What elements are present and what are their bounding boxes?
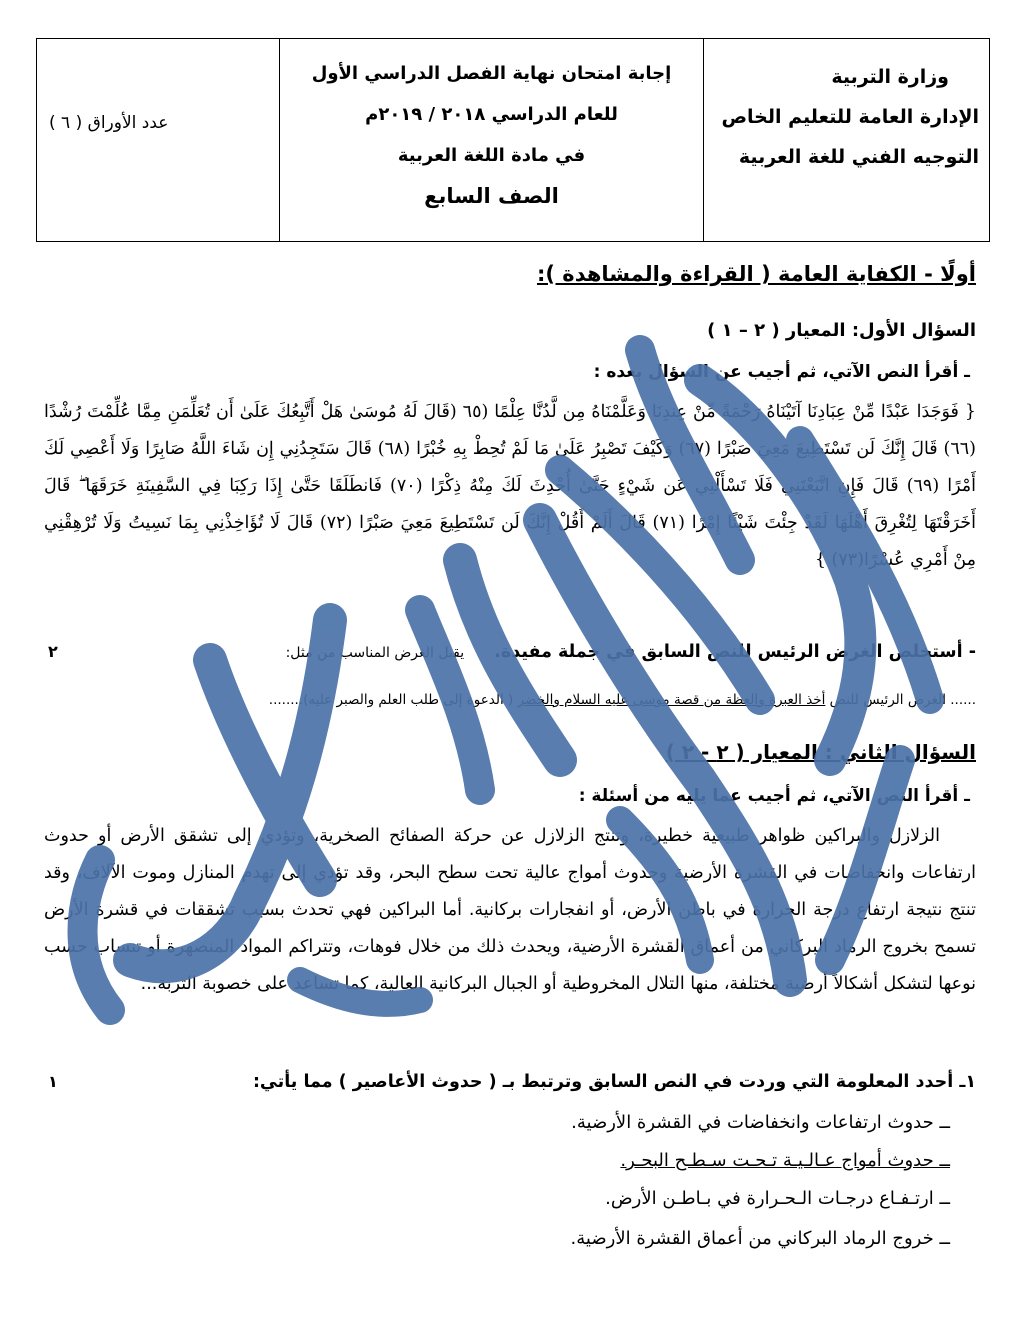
directorate-name: الإدارة العامة للتعليم الخاص — [721, 106, 979, 128]
option-3: ــ ارتـفـاع درجـات الـحـرارة في بـاطـن الأرض. — [605, 1188, 950, 1209]
answer-suffix: ( الدعوة إلى طلب العلم والصبر عليه)........ — [268, 692, 518, 708]
question1-instruction: ـ أقرأ النص الآتي، ثم أجيب عن السؤال بعده : — [593, 362, 970, 382]
question2-passage: الزلازل والبراكين ظواهر طبيعية خطيرة، وتنتج الزلازل عن حركة الصفائح الصخرية، وتؤدي إلى تشقق الأرض أو حدوث ارتفاعات وانخفاضات في القشرة الأرضية وحدوث أمواج عالية تحت سطح البحر، وقد تؤدي إلى تهدم المنازل وموت الآلاف، وقد تنتج نتيجة ارتفاع درجة الحرارة في باطن الأرض، أو انفجارات بركانية. أما البراكين فهي تحدث بسبب تشققات في قشرة الأرض تسمح بخروج الرماد البركاني من أعماق القشرة الأرضية، ويحدث ذلك من خلال فوهات، وتتراكم المواد المنصهرة أو تنساب حسب نوعها لتشكل أشكالاً أرضية مختلفة، منها التلال المخروطية أو الجبال البركانية العالية، كما تساعد على خصوبة التربة... — [44, 826, 976, 994]
option-4: ــ خروج الرماد البركاني من أعماق القشرة الأرضية. — [570, 1228, 950, 1249]
exam-title: إجابة امتحان نهاية الفصل الدراسي الأول — [311, 63, 672, 84]
answer-main: أخذ العبرة والعظة من قصة موسى عليه السلام والخضر — [517, 692, 826, 708]
page-count: عدد الأوراق ( ٦ ) — [49, 113, 169, 133]
question1-mark: ٢ — [48, 642, 58, 661]
question2-instruction: ـ أقرأ النص الآتي، ثم أجيب عما يليه من أسئلة : — [578, 786, 970, 806]
header-exam-cell — [279, 39, 703, 241]
department-name: التوجيه الفني للغة العربية — [738, 146, 979, 168]
option-1: ــ حدوث ارتفاعات وانخفاضات في القشرة الأرضية. — [571, 1112, 950, 1133]
question2-item1: ١ـ أحدد المعلومة التي وردت في النص السابق وترتبط بـ ( حدوث الأعاصير ) مما يأتي: — [252, 1072, 976, 1092]
grade-name: الصف السابع — [424, 184, 559, 208]
question2-title-main: السؤال الثاني — [839, 740, 976, 764]
question1-title: السؤال الأول: المعيار ( ٢ – ١ ) — [707, 320, 976, 341]
question2-title — [44, 740, 976, 764]
quran-verse-text: { فَوَجَدَا عَبْدًا مِّنْ عِبَادِنَا آتَيْنَاهُ رَحْمَةً مِّنْ عِندِنَا وَعَلَّمْنَاهُ مِن لَّدُنَّا عِلْمًا (٦٥ (قَالَ لَهُ مُوسَىٰ هَلْ أَتَّبِعُكَ عَلَىٰ أَن تُعَلِّمَنِ مِمَّا عُلِّمْتَ رُشْدًا (٦٦) قَالَ إِنَّكَ لَن تَسْتَطِيعَ مَعِيَ صَبْرًا (٦٧) وَكَيْفَ تَصْبِرُ عَلَىٰ مَا لَمْ تُحِطْ بِهِ خُبْرًا (٦٨) قَالَ سَتَجِدُنِي إِن شَاءَ اللَّهُ صَابِرًا وَلَا أَعْصِي لَكَ أَمْرًا (٦٩) قَالَ فَإِنِ اتَّبَعْتَنِي فَلَا تَسْأَلْنِي عَن شَيْءٍ حَتَّىٰ أُحْدِثَ لَكَ مِنْهُ ذِكْرًا (٧٠) فَانطَلَقَا حَتَّىٰ إِذَا رَكِبَا فِي السَّفِينَةِ خَرَقَهَا ۖ قَالَ أَخَرَقْتَهَا لِتُغْرِقَ أَهْلَهَا لَقَدْ جِئْتَ شَيْئًا إِمْرًا (٧١) قَالَ أَلَمْ أَقُلْ إِنَّكَ لَن تَسْتَطِيعَ مَعِيَ صَبْرًا (٧٢) قَالَ لَا تُؤَاخِذْنِي بِمَا نَسِيتُ وَلَا تُرْهِقْنِي مِنْ أَمْرِي عُسْرًا(٧٣) } — [44, 402, 976, 570]
academic-year: للعام الدراسي ٢٠١٨ / ٢٠١٩م — [365, 104, 618, 125]
section-title: أولًا - الكفاية العامة ( القراءة والمشاهدة ): — [536, 262, 976, 286]
header-pages-cell — [37, 39, 279, 241]
question2-title-standard: : المعيار ( ٢ - ٢ ) — [665, 740, 840, 764]
answer-prefix: ...... الغرض الرئيس للنص — [825, 692, 976, 708]
header-table — [36, 38, 990, 242]
ministry-name: وزارة التربية — [831, 66, 949, 88]
option-2-correct: ــ حدوث أمواج عـالـيـة تـحـت سـطـح البحـر. — [620, 1150, 950, 1171]
question1-note: يقبل الغرض المناسب من مثل: — [285, 645, 465, 661]
header-ministry-cell — [703, 39, 989, 241]
question1-ask — [44, 642, 976, 662]
question1-model-answer — [44, 692, 976, 708]
subject-name: في مادة اللغة العربية — [397, 145, 586, 166]
question1-ask-text: - أستخلص الغرض الرئيس للنص السابق في جملة مفيدة. — [494, 642, 976, 662]
question2-item1-mark: ١ — [48, 1072, 58, 1091]
